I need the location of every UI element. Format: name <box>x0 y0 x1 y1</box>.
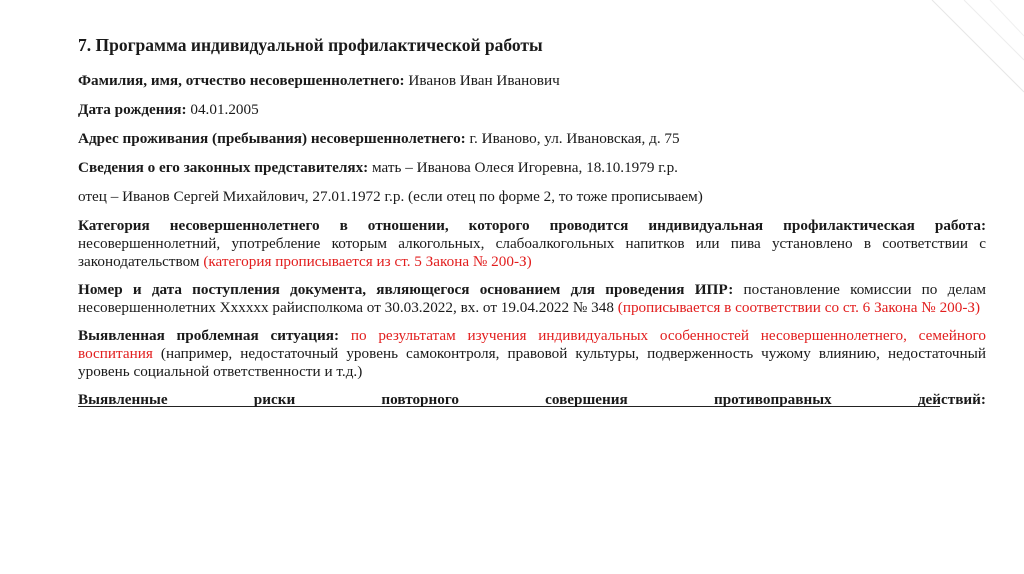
document-value: постановление комиссии по делам несовершеннолетних Xxxxxx райисполкома от 30.03.2022, вх. от 19.04.2022 № 348 <box>78 281 987 316</box>
fio-label: Фамилия, имя, отчество несовершеннолетнего: <box>78 72 405 89</box>
situation-block <box>78 327 986 381</box>
situation-value: (например, недостаточный уровень самоконтроля, правовой культуры, подверженность чужому влиянию, недостаточный уровень социальной ответственности и т.д.) <box>78 345 987 380</box>
birth-value: 04.01.2005 <box>190 101 259 118</box>
father-row <box>78 188 986 206</box>
father-value: отец – Иванов Сергей Михайлович, 27.01.1972 г.р. (если отец по форме 2, то тоже прописываем) <box>78 188 703 205</box>
category-note: (категория прописывается из ст. 5 Закона № 200-З) <box>203 253 532 270</box>
document-block <box>78 281 986 317</box>
situation-label: Выявленная проблемная ситуация: <box>78 327 340 344</box>
mother-value: мать – Иванова Олеся Игоревна, 18.10.1979 г.р. <box>372 159 678 176</box>
category-value: несовершеннолетний, употребление которым алкогольных, слабоалкогольных напитков или пива установлено в соответствии с законодательством <box>78 235 986 270</box>
risks-block <box>78 391 986 407</box>
fio-value: Иванов Иван Иванович <box>408 72 560 89</box>
document-body <box>78 34 986 407</box>
address-value: г. Иваново, ул. Ивановская, д. 75 <box>469 130 680 147</box>
address-label: Адрес проживания (пребывания) несовершеннолетнего: <box>78 130 466 147</box>
fio-row <box>78 72 986 90</box>
representatives-row <box>78 159 986 177</box>
representatives-label: Сведения о его законных представителях: <box>78 159 369 176</box>
category-label: Категория несовершеннолетнего в отношении, которого проводится индивидуальная профилактическая работа: <box>78 217 986 234</box>
document-label: Номер и дата поступления документа, являющегося основанием для проведения ИПР: <box>78 281 734 298</box>
risks-label: Выявленные риски повторного совершения противоправных действий: <box>78 391 986 408</box>
situation-note: по результатам изучения индивидуальных особенностей несовершеннолетнего, семейного воспитания <box>78 327 986 362</box>
document-note: (прописывается в соответствии со ст. 6 Закона № 200-З) <box>617 299 981 316</box>
page-title: 7. Программа индивидуальной профилактической работы <box>78 35 543 55</box>
category-block <box>78 217 986 271</box>
birth-row <box>78 101 986 119</box>
address-row <box>78 130 986 148</box>
birth-label: Дата рождения: <box>78 101 187 118</box>
